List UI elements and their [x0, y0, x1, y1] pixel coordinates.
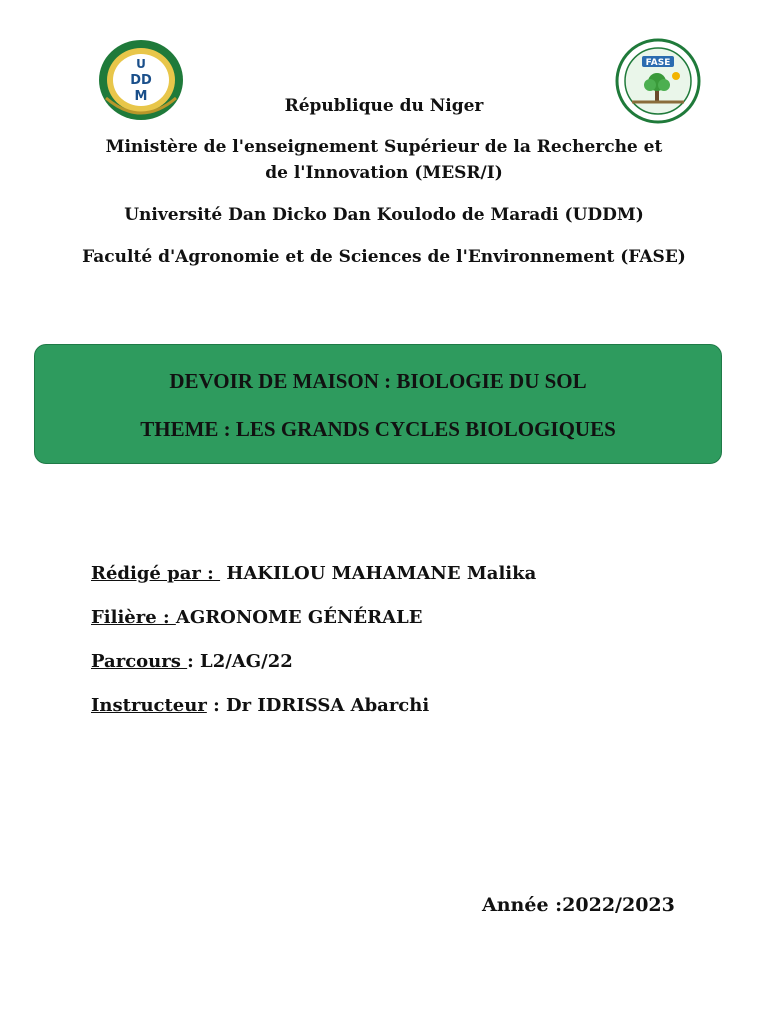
track-value: : L2/AG/22: [187, 651, 293, 672]
field-line: [91, 607, 422, 628]
country-name: République du Niger: [284, 96, 484, 116]
assignment-title: DEVOIR DE MAISON : BIOLOGIE DU SOL: [169, 369, 587, 393]
university-name: Université Dan Dicko Dan Koulodo de Maradi (UDDM): [124, 205, 644, 225]
field-value: AGRONOME GÉNÉRALE: [175, 607, 423, 628]
track-label: Parcours: [91, 651, 188, 672]
svg-text:U: U: [136, 57, 146, 71]
field-label: Filière :: [91, 607, 176, 628]
svg-text:FASE: FASE: [645, 58, 671, 68]
instructor-label: Instructeur: [91, 695, 207, 716]
instructor-line: [91, 695, 429, 716]
faculty-name: Faculté d'Agronomie et de Sciences de l'Environnement (FASE): [82, 247, 686, 267]
svg-text:DD: DD: [130, 73, 152, 88]
instructor-value: : Dr IDRISSA Abarchi: [206, 695, 430, 716]
author-value: HAKILOU MAHAMANE Malika: [220, 563, 537, 584]
svg-text:M: M: [134, 89, 148, 104]
track-line: [91, 651, 293, 672]
author-label: Rédigé par :: [91, 563, 221, 584]
author-line: [91, 563, 536, 584]
academic-year: Année :2022/2023: [482, 894, 675, 916]
assignment-theme: THEME : LES GRANDS CYCLES BIOLOGIQUES: [140, 417, 616, 441]
title-banner: [34, 344, 722, 464]
ministry-name: Ministère de l'enseignement Supérieur de la Recherche et de l'Innovation (MESR/I): [105, 137, 663, 183]
